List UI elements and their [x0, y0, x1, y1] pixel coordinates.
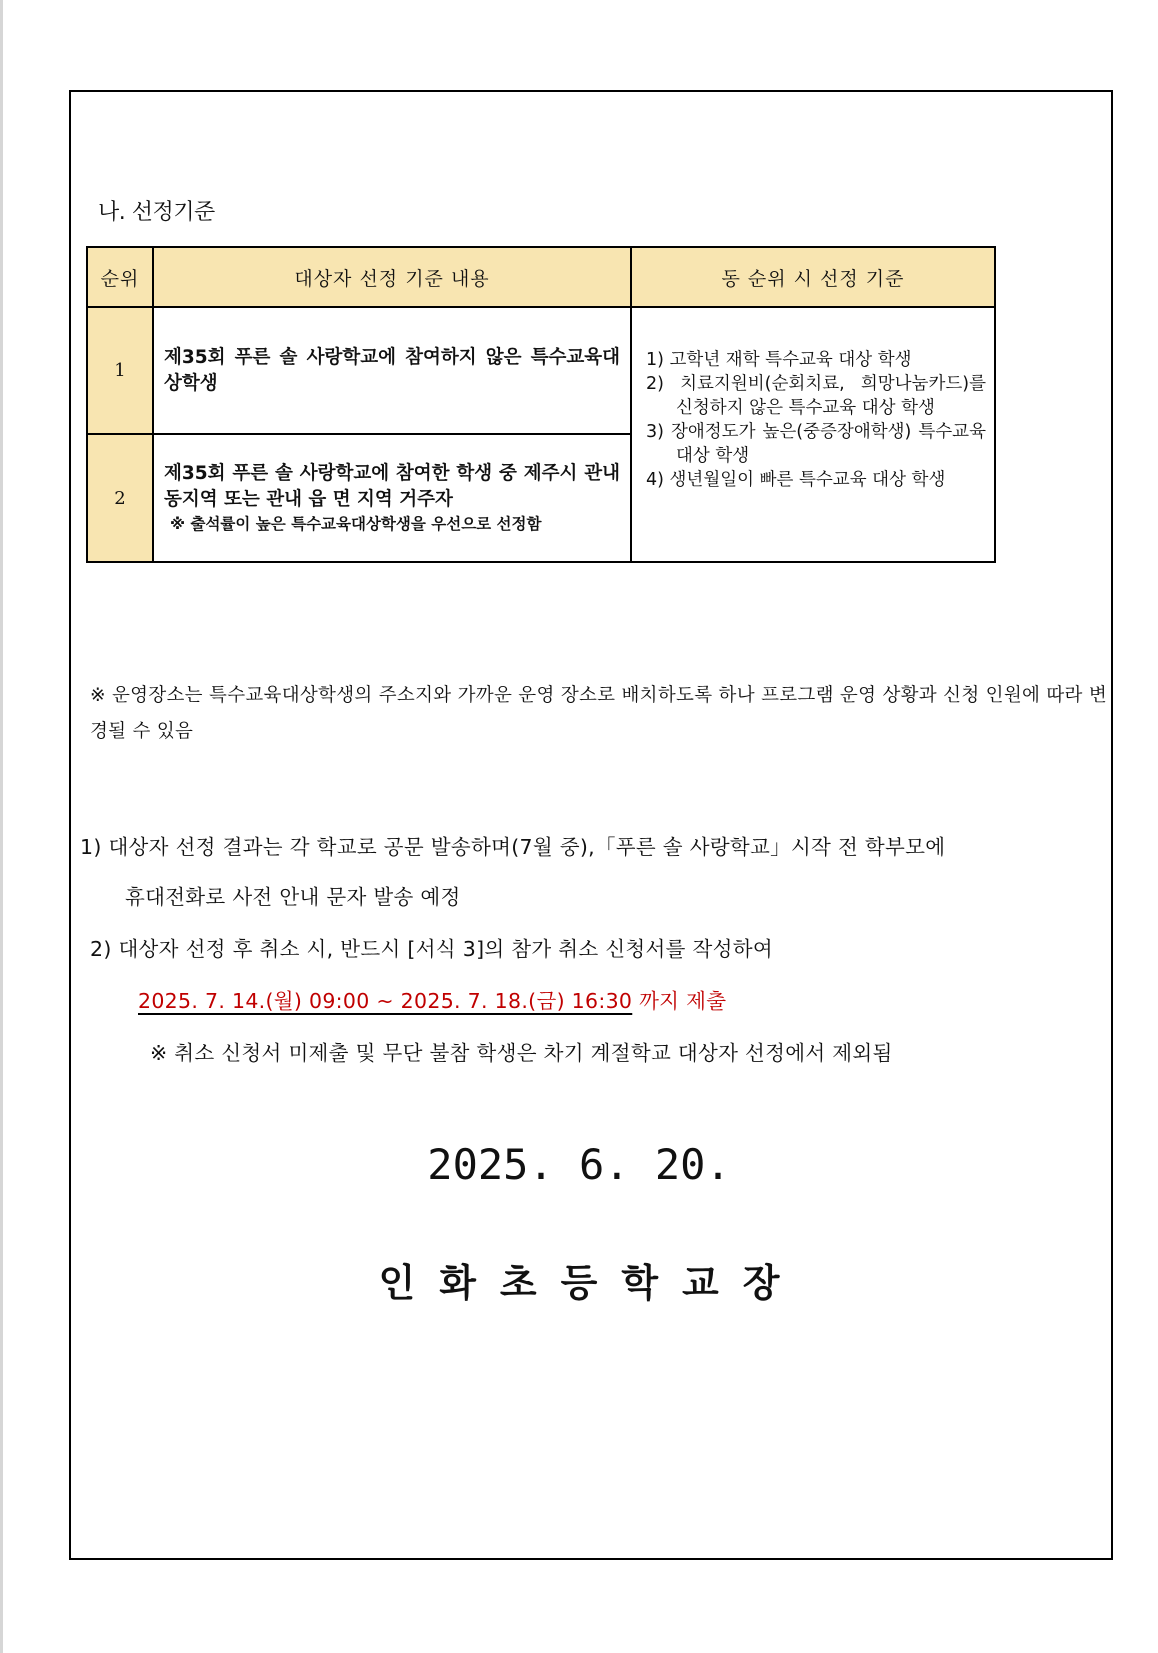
tie-rule-3: 3) 장애정도가 높은(중증장애학생) 특수교육 대상 학생: [646, 422, 986, 466]
criteria-2-text: 제35회 푸른 솔 사랑학교에 참여한 학생 중 제주시 관내 동지역 또는 관내 읍 면 지역 거주자: [164, 463, 620, 510]
tie-rule-2: 2) 치료지원비(순회치료, 희망나눔카드)를 신청하지 않은 특수교육 대상 학생: [646, 374, 986, 418]
section-title: 나. 선정기준: [98, 200, 215, 225]
page-left-edge: [0, 0, 3, 1653]
header-rank: 순위: [87, 247, 153, 307]
table-header-row: [87, 247, 995, 307]
tie-rule-4: 4) 생년월일이 빠른 특수교육 대상 학생: [646, 470, 946, 490]
tie-rules-cell: [631, 307, 995, 562]
rank-1: 1: [87, 307, 153, 434]
notice-1-line-2: 휴대전화로 사전 안내 문자 발송 예정: [125, 885, 461, 909]
table-row: [87, 307, 995, 434]
notice-2-line-1: 2) 대상자 선정 후 취소 시, 반드시 [서식 3]의 참가 취소 신청서를 작성하여: [90, 937, 773, 961]
criteria-1-text: 제35회 푸른 솔 사랑학교에 참여하지 않은 특수교육대상학생: [164, 346, 620, 394]
selection-criteria-table: [86, 246, 996, 563]
venue-note: ※ 운영장소는 특수교육대상학생의 주소지와 가까운 운영 장소로 배치하도록 하나 프로그램 운영 상황과 신청 인원에 따라 변경될 수 있음: [90, 685, 1108, 742]
deadline-period: 2025. 7. 14.(월) 09:00 ~ 2025. 7. 18.(금) 16:30: [138, 989, 633, 1013]
signature: 인화초등학교장: [378, 1261, 804, 1305]
deadline-suffix: 까지 제출: [632, 989, 727, 1013]
criteria-2: [153, 434, 631, 562]
notice-2-deadline: [138, 984, 726, 1014]
header-tie-rules: 동 순위 시 선정 기준: [631, 247, 995, 307]
document-date: 2025. 6. 20.: [427, 1140, 731, 1189]
criteria-1: [153, 307, 631, 434]
notice-2-note: ※ 취소 신청서 미제출 및 무단 불참 학생은 차기 계절학교 대상자 선정에서 제외됨: [150, 1041, 893, 1065]
tie-rule-1: 1) 고학년 재학 특수교육 대상 학생: [646, 350, 912, 370]
rank-2: 2: [87, 434, 153, 562]
header-criteria: 대상자 선정 기준 내용: [153, 247, 631, 307]
criteria-2-note: ※ 출석률이 높은 특수교육대상학생을 우선으로 선정함: [170, 515, 542, 533]
notice-1-line-1: 1) 대상자 선정 결과는 각 학교로 공문 발송하며(7월 중),「푸른 솔 사랑학교」시작 전 학부모에: [80, 835, 946, 859]
tie-rules-list: [646, 348, 986, 492]
